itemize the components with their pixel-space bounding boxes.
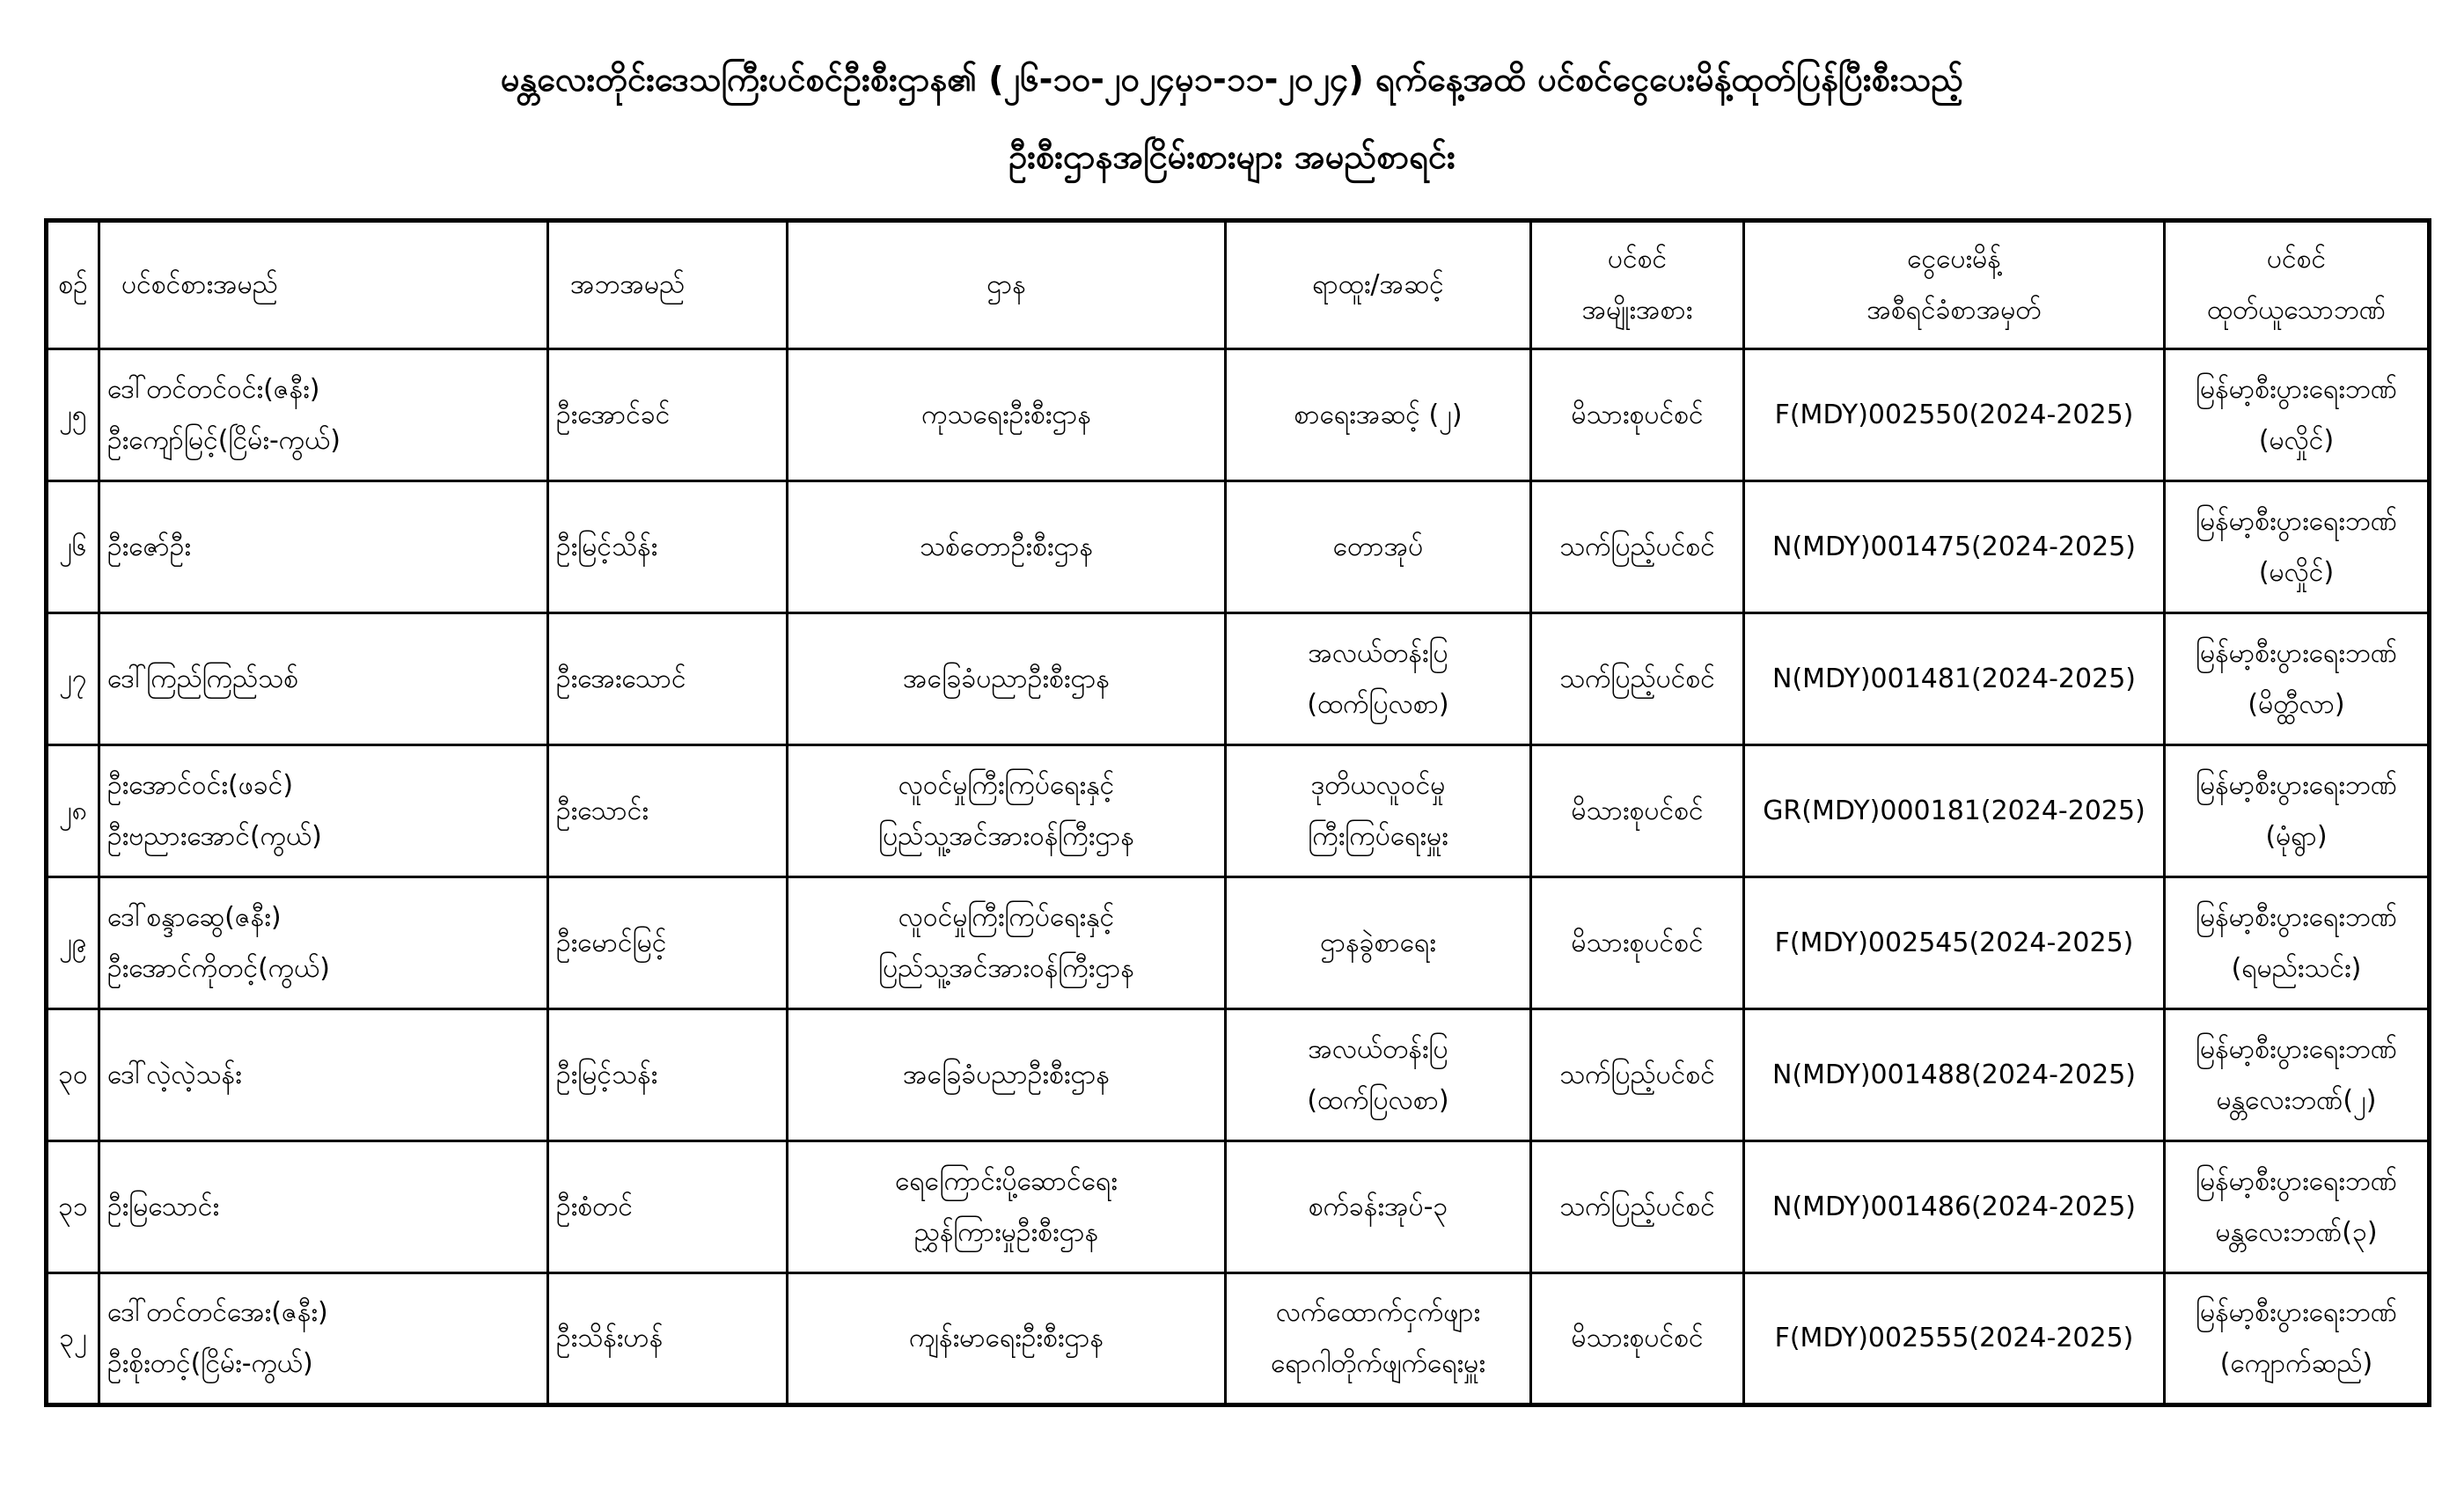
rank-line-2: ကြီးကြပ်ရေးမှူး [1308,820,1448,852]
father-name-cell [548,745,788,877]
rank-line-1: အလယ်တန်းပြ [1308,1033,1448,1065]
pension-type-cell [1531,481,1744,613]
bank-line-1: မြန်မာ့စီးပွားရေးဘဏ် [2196,637,2397,669]
header-pension-type-line-2: အမျိုးအစား [1581,295,1693,326]
header-no: စဉ် [47,221,99,349]
header-bank [2165,221,2430,349]
pensioner-name-line-1: ဒေါ်တင်တင်အေး(ဇနီး) [107,1297,328,1328]
payment-order-number-cell [1744,1273,2165,1405]
bank-line-2: (ရမည်းသင်း) [2231,952,2362,984]
father-name-cell [548,481,788,613]
pension-type: မိသားစုပင်စင် [1571,795,1704,826]
header-rank: ရာထူး/အဆင့် [1226,221,1531,349]
row-number-cell [47,481,99,613]
pension-type-cell [1531,1141,1744,1273]
pension-type: သက်ပြည့်ပင်စင် [1559,663,1715,694]
father-name-cell [548,1141,788,1273]
rank-cell [1226,877,1531,1009]
father-name: ဦးသောင်း [556,795,649,826]
payment-order-number-cell [1744,1141,2165,1273]
payment-order-number: N(MDY)001475(2024-2025) [1772,531,2136,562]
row-number: ၂၇ [59,663,87,694]
row-number-cell [47,349,99,481]
row-number: ၂၆ [59,531,87,562]
father-name: ဦးမောင်မြင့် [556,927,667,958]
payment-order-number-cell [1744,349,2165,481]
row-number-cell [47,1141,99,1273]
father-name: ဦးသိန်းဟန် [556,1323,664,1353]
row-number: ၃၁ [58,1191,88,1222]
bank-line-2: (မလှိုင်) [2258,556,2335,588]
department-cell [788,349,1226,481]
father-name-cell [548,349,788,481]
payment-order-number: N(MDY)001481(2024-2025) [1772,663,2136,694]
father-name: ဦးအေးသောင် [556,663,686,694]
pension-type: သက်ပြည့်ပင်စင် [1559,1059,1715,1090]
pensioner-name-line-2: ဦးစိုးတင့်(ငြိမ်း-ကွယ်) [107,1348,313,1379]
rank-line-1: လက်ထောက်ငှက်ဖျား [1275,1297,1481,1328]
father-name-cell [548,1273,788,1405]
row-number-cell [47,613,99,745]
table-row [47,349,2430,481]
father-name: ဦးမြင့်သိန်း [556,531,658,562]
rank-line-1: စာရေးအဆင့် (၂) [1294,399,1463,430]
pensioner-name-line-2: ဦးအောင်ကိုတင့်(ကွယ်) [107,952,330,984]
pensioner-name-cell [99,613,548,745]
pensioner-name-line-2: ဦးကျော်မြင့်(ငြိမ်း-ကွယ်) [107,424,341,456]
header-payment-order [1744,221,2165,349]
bank-cell [2165,1141,2430,1273]
pension-type-cell [1531,1273,1744,1405]
pensioner-name-line-1: ဦးဇော်ဦး [107,531,191,562]
pensioner-name-cell [99,877,548,1009]
pensioner-name-line-1: ဒေါ်တင်တင်ဝင်း(ဇနီး) [107,373,320,405]
pension-type-cell [1531,613,1744,745]
bank-cell [2165,745,2430,877]
bank-line-2: မန္တလေးဘဏ်(၂) [2216,1084,2377,1116]
header-bank-line-1: ပင်စင် [2266,244,2327,275]
payment-order-number-cell [1744,1009,2165,1141]
bank-line-1: မြန်မာ့စီးပွားရေးဘဏ် [2196,901,2397,933]
department-line-1: ကျန်းမာရေးဦးစီးဌာန [908,1323,1104,1353]
rank-cell [1226,1273,1531,1405]
bank-line-1: မြန်မာ့စီးပွားရေးဘဏ် [2196,1165,2397,1197]
department-line-1: ရေကြောင်းပို့ဆောင်ရေး [895,1165,1118,1197]
department-line-2: ပြည်သူ့အင်အားဝန်ကြီးဌာန [878,820,1134,852]
header-payment-order-line-2: အစီရင်ခံစာအမှတ် [1866,295,2042,326]
table-row [47,1273,2430,1405]
pensioner-name-line-1: ဒေါ်လဲ့လဲ့သန်း [107,1059,242,1090]
payment-order-number: F(MDY)002550(2024-2025) [1774,399,2134,430]
row-number-cell [47,1273,99,1405]
header-payment-order-line-1: ငွေပေးမိန့် [1907,244,2001,275]
father-name-cell [548,1009,788,1141]
table-row [47,481,2430,613]
payment-order-number-cell [1744,745,2165,877]
pension-records-table [44,218,2431,1407]
document-title-line-1: မန္တလေးတိုင်းဒေသကြီးပင်စင်ဦးစီးဌာန၏ (၂၆-၁၀-၂၀၂၄မှ၁-၁၁-၂၀၂၄) ရက်နေ့အထိ ပင်စင်ငွေပေးမိန့်ထုတ်ပြန်ပြီးစီးသည့် [500,60,1964,99]
bank-line-2: (မုံရွာ) [2265,820,2328,852]
pension-type: မိသားစုပင်စင် [1571,927,1704,958]
table-row [47,1009,2430,1141]
pensioner-name-cell [99,745,548,877]
rank-line-1: စက်ခန်းအုပ်-၃ [1308,1191,1448,1222]
bank-line-2: မန္တလေးဘဏ်(၃) [2215,1216,2378,1248]
pensioner-name-line-1: ဦးမြသောင်း [107,1191,220,1222]
father-name-cell [548,877,788,1009]
bank-line-1: မြန်မာ့စီးပွားရေးဘဏ် [2196,769,2397,801]
pensioner-name-cell [99,349,548,481]
payment-order-number: N(MDY)001486(2024-2025) [1772,1191,2136,1222]
bank-line-2: (မိတ္ထီလာ) [2248,688,2345,720]
pensioner-name-line-1: ဦးအောင်ဝင်း(ဖခင်) [107,769,294,801]
table-row [47,877,2430,1009]
rank-line-2: (ထက်ပြလစာ) [1307,688,1449,720]
bank-cell [2165,613,2430,745]
rank-cell [1226,745,1531,877]
pension-type-cell [1531,349,1744,481]
bank-line-2: (ကျောက်ဆည်) [2219,1348,2373,1379]
father-name: ဦးစံတင် [556,1191,633,1222]
rank-line-1: ဒုတိယလူဝင်မှု [1310,769,1446,801]
bank-line-1: မြန်မာ့စီးပွားရေးဘဏ် [2196,373,2397,405]
payment-order-number: F(MDY)002555(2024-2025) [1774,1323,2134,1353]
rank-cell [1226,1009,1531,1141]
department-cell [788,1141,1226,1273]
pension-type: သက်ပြည့်ပင်စင် [1559,1191,1715,1222]
bank-cell [2165,1009,2430,1141]
pensioner-name-line-2: ဦးဗညားအောင်(ကွယ်) [107,820,322,852]
row-number-cell [47,745,99,877]
department-cell [788,1009,1226,1141]
rank-line-1: ဌာနခွဲစာရေး [1320,927,1436,958]
table-row [47,745,2430,877]
table-body [47,349,2430,1405]
rank-cell [1226,481,1531,613]
department-cell [788,481,1226,613]
department-line-1: အခြေခံပညာဦးစီးဌာန [903,1059,1110,1090]
pensioner-name-line-1: ဒေါ်ကြည်ကြည်သစ် [107,663,298,694]
bank-line-1: မြန်မာ့စီးပွားရေးဘဏ် [2196,1033,2397,1065]
department-cell [788,613,1226,745]
department-line-1: လူဝင်မှုကြီးကြပ်ရေးနှင့် [898,769,1115,801]
row-number: ၃၀ [58,1059,88,1090]
header-father-name: အဘအမည် [548,221,788,349]
department-line-2: ညွှန်ကြားမှုဦးစီးဌာန [913,1216,1099,1248]
payment-order-number: GR(MDY)000181(2024-2025) [1763,795,2145,826]
rank-line-1: တောအုပ် [1332,531,1424,562]
bank-cell [2165,349,2430,481]
father-name: ဦးအောင်ခင် [556,399,671,430]
pensioner-name-cell [99,481,548,613]
row-number: ၃၂ [59,1323,87,1353]
payment-order-number-cell [1744,613,2165,745]
department-line-2: ပြည်သူ့အင်အားဝန်ကြီးဌာန [878,952,1134,984]
bank-line-2: (မလှိုင်) [2258,424,2335,456]
payment-order-number-cell [1744,481,2165,613]
row-number: ၂၅ [59,399,87,430]
father-name-cell [548,613,788,745]
department-cell [788,877,1226,1009]
pension-type-cell [1531,1009,1744,1141]
pension-type-cell [1531,745,1744,877]
bank-line-1: မြန်မာ့စီးပွားရေးဘဏ် [2196,505,2397,537]
rank-line-2: (ထက်ပြလစာ) [1307,1084,1449,1116]
department-line-1: သစ်တောဦးစီးဌာန [920,531,1093,562]
row-number: ၂၈ [59,795,87,826]
header-department: ဌာန [788,221,1226,349]
pensioner-name-cell [99,1273,548,1405]
payment-order-number: F(MDY)002545(2024-2025) [1774,927,2134,958]
department-line-1: အခြေခံပညာဦးစီးဌာန [903,663,1110,694]
pension-type: မိသားစုပင်စင် [1571,399,1704,430]
row-number-cell [47,877,99,1009]
pension-type: မိသားစုပင်စင် [1571,1323,1704,1353]
rank-line-2: ရောဂါတိုက်ဖျက်ရေးမှူး [1271,1348,1485,1379]
father-name: ဦးမြင့်သန်း [556,1059,658,1090]
department-cell [788,745,1226,877]
row-number-cell [47,1009,99,1141]
pensioner-name-line-1: ဒေါ်စန္ဒာဆွေ(ဇနီး) [107,901,282,933]
department-cell [788,1273,1226,1405]
department-line-1: လူဝင်မှုကြီးကြပ်ရေးနှင့် [898,901,1115,933]
payment-order-number-cell [1744,877,2165,1009]
table-header-row [47,221,2430,349]
document-title-line-2: ဦးစီးဌာနအငြိမ်းစားများ အမည်စာရင်း [1008,137,1456,176]
rank-cell [1226,349,1531,481]
pension-type: သက်ပြည့်ပင်စင် [1559,531,1715,562]
table-row [47,1141,2430,1273]
pension-type-cell [1531,877,1744,1009]
bank-cell [2165,877,2430,1009]
bank-line-1: မြန်မာ့စီးပွားရေးဘဏ် [2196,1297,2397,1328]
header-pension-type [1531,221,1744,349]
pensioner-name-cell [99,1141,548,1273]
payment-order-number: N(MDY)001488(2024-2025) [1772,1059,2136,1090]
row-number: ၂၉ [59,927,87,958]
rank-line-1: အလယ်တန်းပြ [1308,637,1448,669]
department-line-1: ကုသရေးဦးစီးဌာန [921,399,1091,430]
header-bank-line-2: ထုတ်ယူသောဘဏ် [2207,295,2386,326]
pensioner-name-cell [99,1009,548,1141]
rank-cell [1226,1141,1531,1273]
bank-cell [2165,1273,2430,1405]
table-row [47,613,2430,745]
bank-cell [2165,481,2430,613]
header-pension-type-line-1: ပင်စင် [1607,244,1668,275]
rank-cell [1226,613,1531,745]
header-pensioner-name: ပင်စင်စားအမည် [99,221,548,349]
